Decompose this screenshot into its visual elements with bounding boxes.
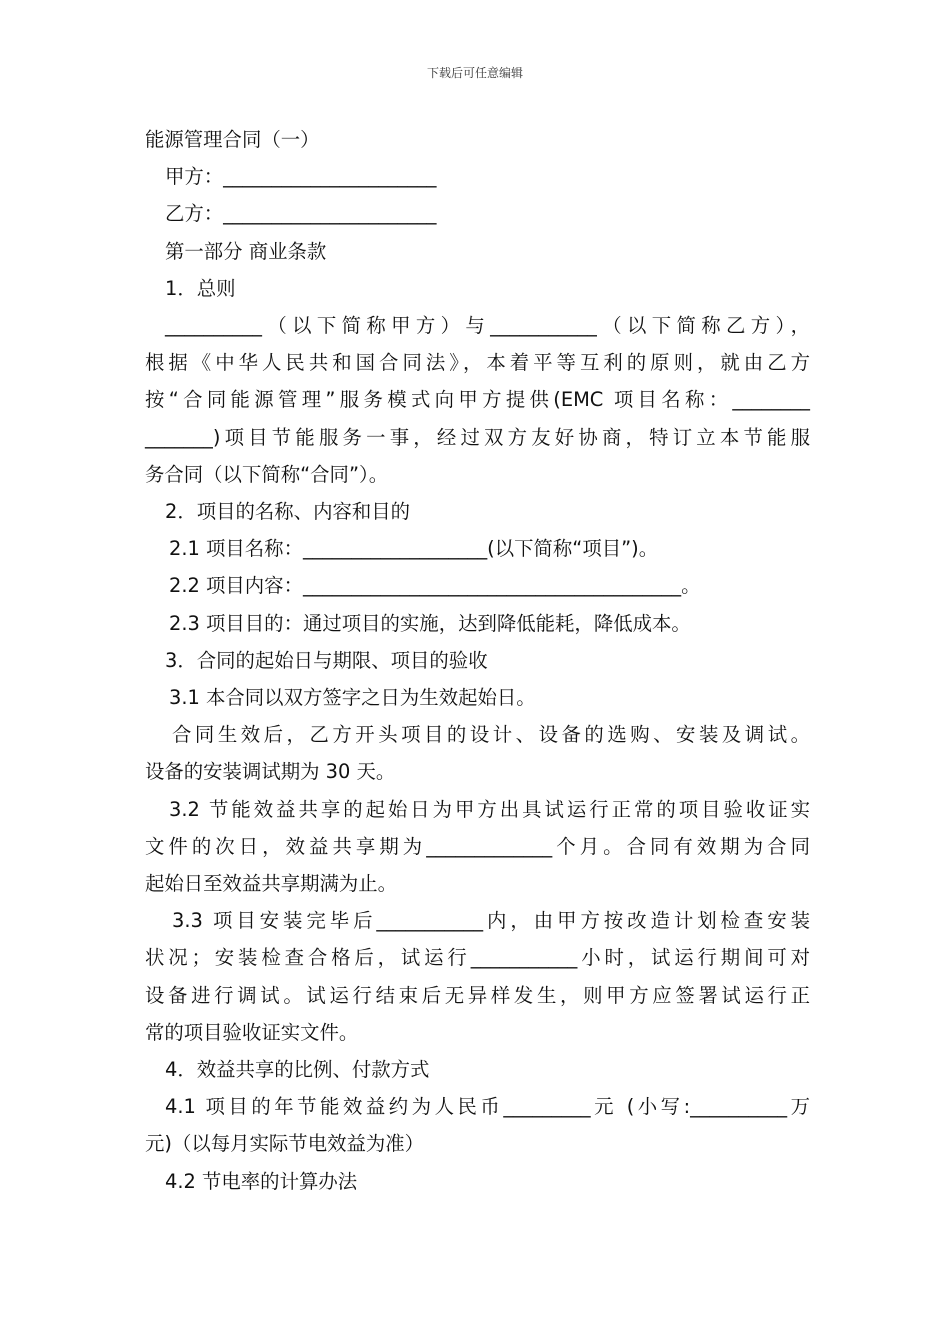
clause-3-3-line: 3.3 项目安装完毕后___________内，由甲方按改造计划检查安装 [172, 909, 810, 933]
clause-2-3: 2.3 项目目的：通过项目的实施，达到降低能耗，降低成本。 [169, 611, 691, 635]
section2-heading: 2．项目的名称、内容和目的 [165, 500, 411, 524]
contract-document [145, 121, 810, 1200]
part1-heading: 第一部分 商业条款 [165, 239, 327, 263]
clause-3-3-line: 状况；安装检查合格后，试运行___________小时，试运行期间可对 [145, 946, 810, 970]
page-header: 下载后可任意编辑 [426, 66, 523, 80]
section3-heading: 3．合同的起始日与期限、项目的验收 [165, 648, 488, 672]
party-a-line: 甲方：______________________ [165, 165, 437, 189]
clause-2-1: 2.1 项目名称：___________________(以下简称“项目”)。 [169, 537, 659, 561]
clause-4-1-line: 元)（以每月实际节电效益为准） [145, 1132, 425, 1156]
section4-heading: 4．效益共享的比例、付款方式 [165, 1058, 430, 1082]
clause-3-3-line: 设备进行调试。试运行结束后无异样发生，则甲方应签署试运行正 [145, 983, 810, 1007]
clause-3-1-paragraph-line: 合同生效后，乙方开头项目的设计、设备的选购、安装及调试。 [172, 723, 810, 747]
section1-text-line: 根据《中华人民共和国合同法》，本着平等互利的原则，就由乙方 [145, 351, 810, 375]
clause-3-1: 3.1 本合同以双方签字之日为生效起始日。 [169, 686, 536, 710]
clause-3-2-line: 起始日至效益共享期满为止。 [145, 872, 398, 896]
document-title: 能源管理合同（一） [145, 128, 320, 151]
section1-text-line: __________（以下简称甲方）与___________（以下简称乙方）， [165, 314, 810, 338]
clause-3-3-line: 常的项目验收证实文件。 [145, 1020, 359, 1044]
section1-text-line: 按“合同能源管理”服务模式向甲方提供(EMC 项目名称：________ [145, 388, 810, 412]
party-b-line: 乙方：______________________ [165, 202, 437, 226]
section1-heading: 1．总则 [165, 276, 236, 300]
clause-3-2-line: 3.2 节能效益共享的起始日为甲方出具试运行正常的项目验收证实 [169, 797, 810, 821]
clause-3-2-line: 文件的次日，效益共享期为_____________个月。合同有效期为合同 [145, 834, 810, 858]
clause-2-2: 2.2 项目内容：_______________________________________。 [169, 574, 701, 598]
clause-4-1-line: 4.1 项目的年节能效益约为人民币_________元 (小写:__________万 [165, 1095, 810, 1119]
clause-3-1-paragraph-line: 设备的安装调试期为 30 天。 [145, 760, 396, 784]
section1-text-line: 务合同（以下简称“合同”）。 [145, 462, 389, 486]
section1-text-line: _______)项目节能服务一事，经过双方友好协商，特订立本节能服 [145, 425, 810, 449]
clause-4-2: 4.2 节电率的计算办法 [165, 1169, 358, 1193]
